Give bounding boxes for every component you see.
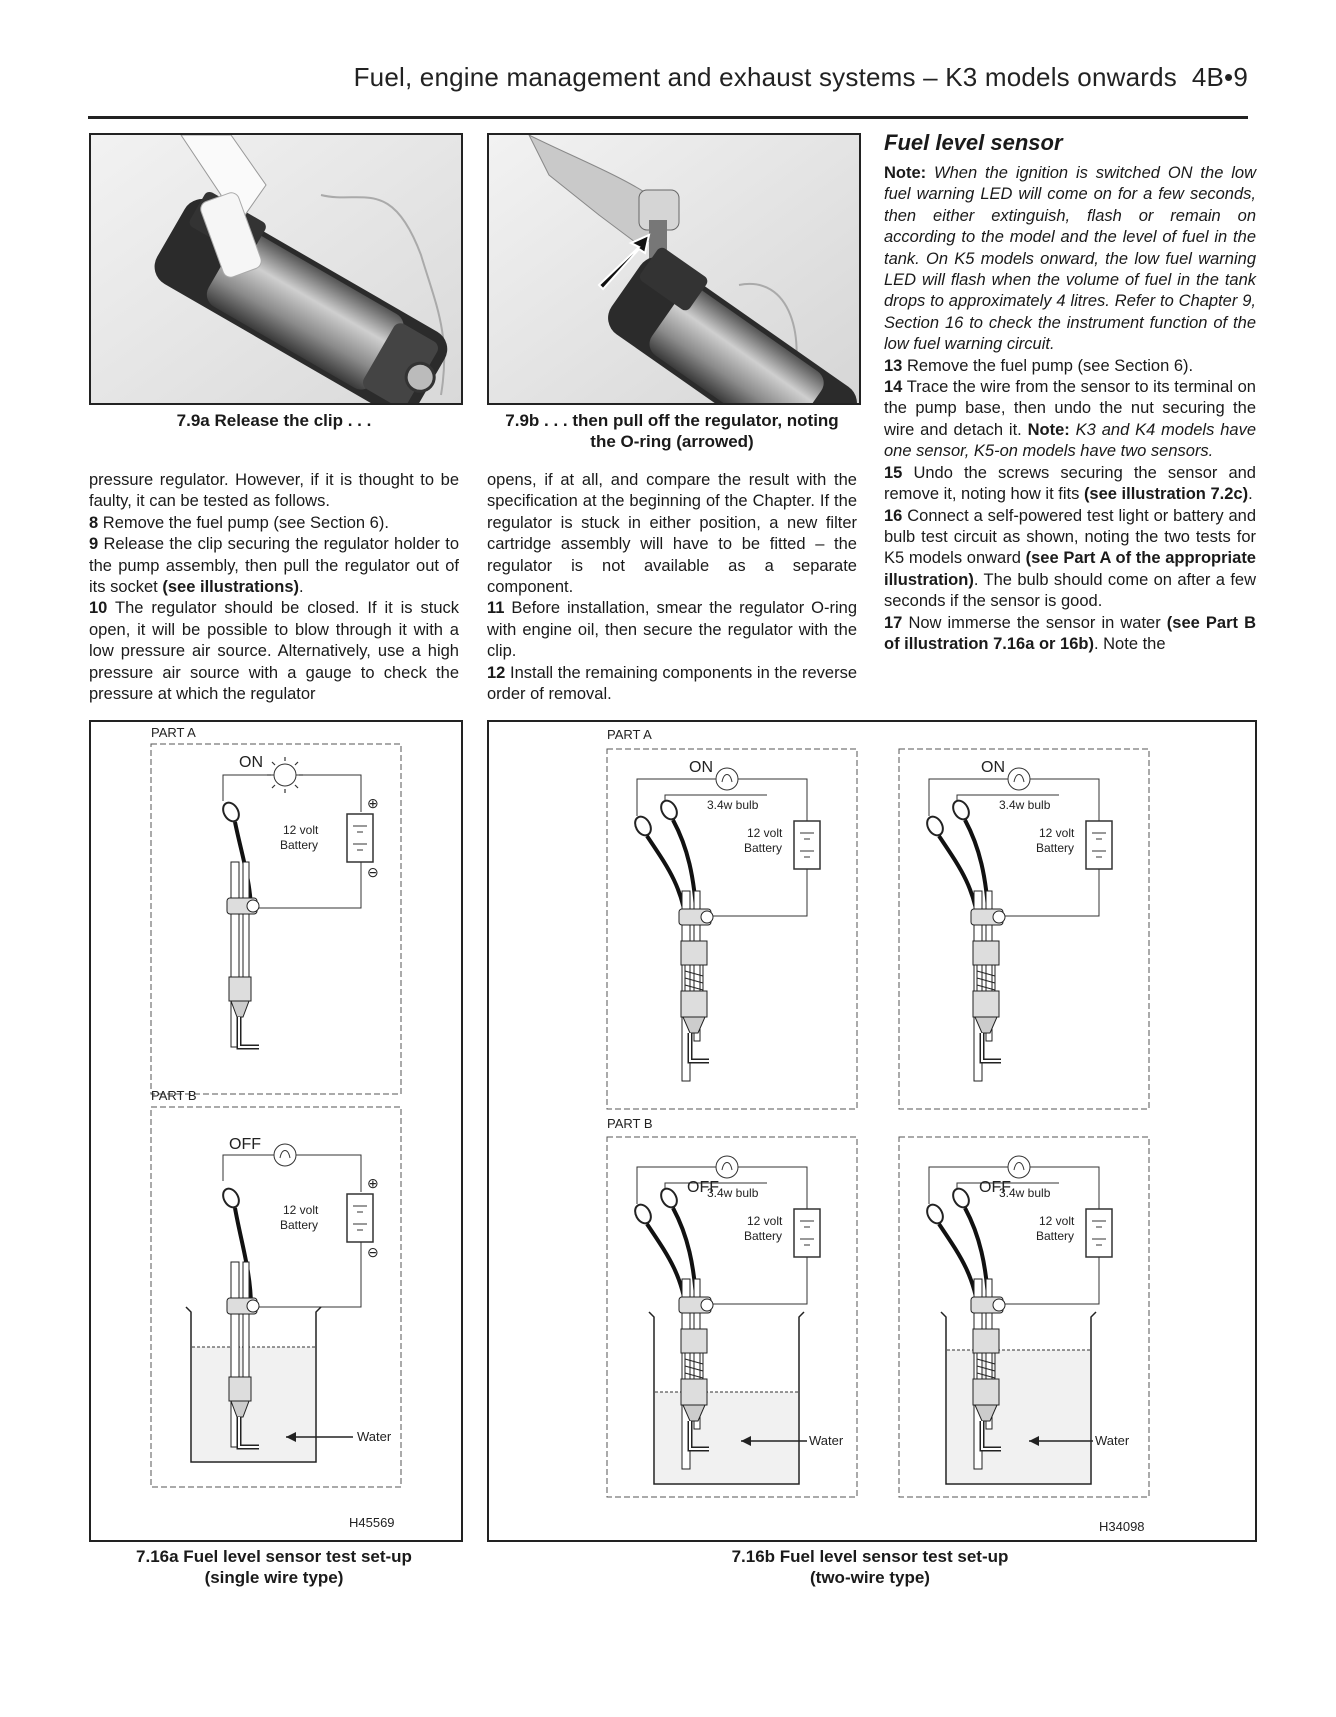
- off-label: OFF: [229, 1136, 261, 1153]
- paragraph-8: 8 Remove the fuel pump (see Section 6).: [89, 513, 389, 532]
- paragraph-14: 14 Trace the wire from the sensor to its terminal on the pump base, then undo the nut securing the wire and detach it. Note: K3 and K4 models have one sensor, K5-on models have two sensors.: [884, 378, 1256, 461]
- svg-text:12 volt: 12 volt: [283, 823, 319, 837]
- bulb-icon: [274, 1144, 296, 1166]
- svg-text:Battery: Battery: [280, 838, 319, 852]
- svg-text:Battery: Battery: [1036, 1229, 1075, 1243]
- diagram-code: H45569: [349, 1515, 395, 1530]
- paragraph-15: 15 Undo the screws securing the sensor and remove it, noting how it fits (see illustration 7.2c).: [884, 463, 1256, 504]
- battery-icon: [347, 814, 373, 862]
- svg-text:12 volt: 12 volt: [747, 826, 783, 840]
- fuel-pump-photo-a: [91, 135, 461, 403]
- on-label: ON: [981, 759, 1005, 776]
- diagram-code: H34098: [1099, 1519, 1145, 1534]
- svg-text:12 volt: 12 volt: [283, 1203, 319, 1217]
- svg-text:Battery: Battery: [1036, 841, 1075, 855]
- paragraph: pressure regulator. However, if it is thought to be faulty, it can be tested as follows.: [89, 471, 459, 511]
- page-header: [88, 56, 1248, 119]
- section-title: Fuel level sensor: [884, 130, 1063, 155]
- svg-text:Battery: Battery: [744, 1229, 783, 1243]
- svg-text:3.4w bulb: 3.4w bulb: [999, 798, 1051, 812]
- paragraph-17: 17 Now immerse the sensor in water (see Part B of illustration 7.16a or 16b). Note the: [884, 613, 1256, 653]
- text-column-3: [884, 163, 1256, 655]
- two-wire-sensor-circuit: [924, 768, 1112, 1081]
- plus-symbol: ⊕: [367, 795, 379, 811]
- paragraph-9: 9 Release the clip securing the regulator holder to the pump assembly, then pull the regulator out of its socket (see illustrations).: [89, 535, 459, 597]
- fuel-pump-photo-b: [489, 135, 859, 403]
- off-label: OFF: [687, 1179, 719, 1196]
- svg-text:Battery: Battery: [744, 841, 783, 855]
- paragraph-10: 10 The regulator should be closed. If it is stuck open, it will be possible to blow through it with a low pressure air source. Alternatively, use a high pressure air source with a gauge to check the pressure at which the regulator: [89, 599, 459, 704]
- caption-7-9b: 7.9b . . . then pull off the regulator, noting the O-ring (arrowed): [505, 411, 839, 451]
- page-number: 4B•9: [1191, 62, 1248, 92]
- minus-symbol: ⊖: [367, 864, 379, 880]
- two-wire-sensor-circuit: [632, 768, 820, 1081]
- caption-7-16a: 7.16a Fuel level sensor test set-up (single wire type): [136, 1547, 412, 1587]
- photo-7-9b: [487, 133, 861, 405]
- part-b-label: PART B: [607, 1116, 653, 1131]
- water-beaker-icon: [649, 1312, 804, 1484]
- on-label: ON: [239, 754, 263, 771]
- caption-7-16b: 7.16b Fuel level sensor test set-up (two-wire type): [731, 1547, 1009, 1587]
- water-beaker-icon: [941, 1312, 1096, 1484]
- svg-text:⊖: ⊖: [367, 1244, 379, 1260]
- svg-text:12 volt: 12 volt: [747, 1214, 783, 1228]
- on-label: ON: [689, 759, 713, 776]
- caption-7-9a: 7.9a Release the clip . . .: [176, 411, 372, 430]
- off-label: OFF: [979, 1179, 1011, 1196]
- svg-text:3.4w bulb: 3.4w bulb: [707, 798, 759, 812]
- svg-text:3.4w bulb: 3.4w bulb: [707, 1186, 759, 1200]
- paragraph-11: 11 Before installation, smear the regulator O-ring with engine oil, then secure the regulator with the clip.: [487, 599, 858, 661]
- paragraph-16: 16 Connect a self-powered test light or battery and bulb test circuit as shown, noting the two tests for K5 models onward (see Part A of the appropriate illustration). The bulb should come on after a few seconds if the sensor is good.: [884, 506, 1256, 611]
- paragraph: opens, if at all, and compare the result with the specification at the beginning of the Chapter. If the regulator is stuck in either position, a new filter cartridge assembly will have to be fitted – the regulator is not available as a separate component.: [487, 471, 857, 597]
- note-paragraph: Note: When the ignition is switched ON the low fuel warning LED will come on for a few seconds, then either extinguish, flash or remain on according to the model and the level of fuel in the tank. On K5 models onward, the low fuel warning LED will flash when the volume of fuel in the tank drops to approximately 4 litres. Refer to Chapter 9, Section 16 to check the instrument function of the low fuel warning circuit.: [884, 164, 1256, 354]
- svg-text:12 volt: 12 volt: [1039, 826, 1075, 840]
- part-b-label: PART B: [151, 1088, 197, 1103]
- water-label: Water: [809, 1433, 844, 1448]
- water-label: Water: [1095, 1433, 1130, 1448]
- photo-7-9a: [89, 133, 463, 405]
- two-wire-test-diagram: [489, 722, 1255, 1540]
- svg-text:3.4w bulb: 3.4w bulb: [999, 1186, 1051, 1200]
- svg-text:⊕: ⊕: [367, 1175, 379, 1191]
- battery-icon: [347, 1194, 373, 1242]
- water-beaker-icon: [186, 1307, 321, 1462]
- text-column-1: [89, 470, 459, 705]
- svg-text:Battery: Battery: [280, 1218, 319, 1232]
- part-a-label: PART A: [151, 725, 196, 740]
- water-label: Water: [357, 1429, 392, 1444]
- svg-text:12 volt: 12 volt: [1039, 1214, 1075, 1228]
- paragraph-12: 12 Install the remaining components in the reverse order of removal.: [487, 663, 857, 704]
- terminal-eyelet-icon: [220, 800, 242, 824]
- part-a-label: PART A: [607, 727, 652, 742]
- float-sensor-icon: [227, 862, 259, 1047]
- single-wire-test-diagram: [91, 722, 461, 1540]
- text-column-2: [487, 470, 857, 705]
- paragraph-13: 13 Remove the fuel pump (see Section 6).: [884, 356, 1194, 375]
- diagram-7-16a: [89, 720, 463, 1542]
- header-title: Fuel, engine management and exhaust systems – K3 models onwards 4B•9: [353, 62, 1248, 92]
- diagram-7-16b: [487, 720, 1257, 1542]
